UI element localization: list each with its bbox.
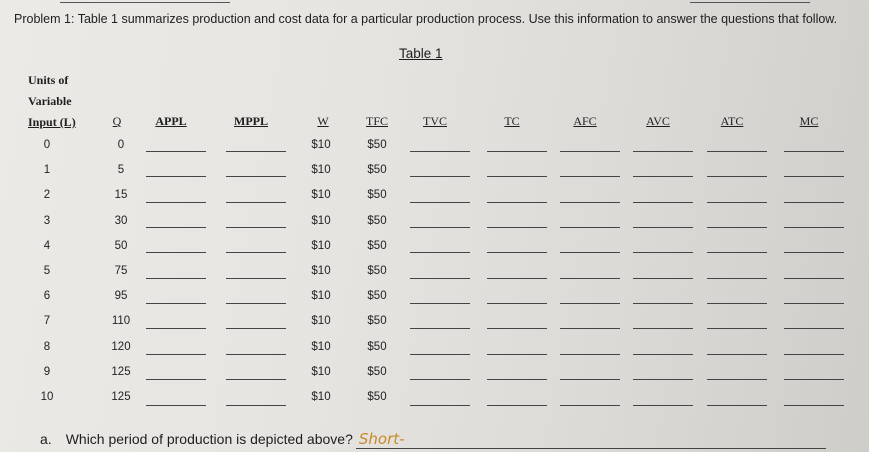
blank-avc[interactable] (633, 328, 693, 329)
cell-q: 120 (111, 340, 131, 353)
cell-input-l: 6 (43, 290, 51, 303)
blank-atc[interactable] (707, 227, 767, 228)
blank-tc[interactable] (487, 151, 547, 152)
blank-mppl[interactable] (226, 151, 286, 152)
question-letter: a. (40, 431, 52, 447)
column-header-afc: AFC (573, 114, 597, 128)
blank-mppl[interactable] (226, 354, 286, 355)
blank-tvc[interactable] (410, 176, 470, 177)
blank-atc[interactable] (707, 278, 767, 279)
blank-atc[interactable] (707, 405, 767, 406)
blank-mppl[interactable] (226, 278, 286, 279)
blank-mc[interactable] (784, 278, 844, 279)
blank-afc[interactable] (560, 252, 620, 253)
cell-q: 125 (111, 365, 131, 378)
cell-tfc: $50 (367, 315, 387, 328)
blank-mc[interactable] (784, 354, 844, 355)
blank-atc[interactable] (707, 303, 767, 304)
column-header-mppl: MPPL (234, 114, 268, 128)
blank-tc[interactable] (487, 328, 547, 329)
blank-afc[interactable] (560, 354, 620, 355)
header-input-l: Input (L) (28, 115, 76, 129)
blank-appl[interactable] (146, 252, 206, 253)
blank-tc[interactable] (487, 278, 547, 279)
blank-afc[interactable] (560, 379, 620, 380)
cell-w: $10 (311, 365, 331, 378)
answer-line (356, 448, 826, 449)
column-header-appl: APPL (155, 114, 187, 128)
blank-afc[interactable] (560, 328, 620, 329)
cell-q: 30 (114, 214, 128, 227)
blank-atc[interactable] (707, 176, 767, 177)
question-a (40, 430, 405, 448)
blank-tc[interactable] (487, 227, 547, 228)
blank-appl[interactable] (146, 151, 206, 152)
blank-avc[interactable] (633, 176, 693, 177)
cell-tfc: $50 (367, 391, 387, 403)
cell-q: 5 (117, 164, 125, 177)
cell-tfc: $50 (367, 214, 387, 227)
cell-tfc: $50 (367, 139, 387, 151)
blank-mc[interactable] (784, 303, 844, 304)
cell-w: $10 (311, 265, 331, 277)
blank-atc[interactable] (707, 151, 767, 152)
blank-tc[interactable] (487, 405, 547, 406)
cell-q: 0 (117, 139, 125, 151)
cell-tfc: $50 (367, 239, 387, 252)
blank-avc[interactable] (633, 379, 693, 380)
blank-mppl[interactable] (226, 303, 286, 304)
cell-w: $10 (311, 164, 331, 177)
cell-q: 50 (114, 239, 128, 252)
blank-afc[interactable] (560, 405, 620, 406)
cell-tfc: $50 (367, 340, 387, 353)
blank-mc[interactable] (784, 151, 844, 152)
blank-tvc[interactable] (410, 252, 470, 253)
top-rule-right (690, 2, 810, 3)
blank-atc[interactable] (707, 354, 767, 355)
cell-q: 95 (114, 290, 128, 303)
blank-afc[interactable] (560, 151, 620, 152)
cell-tfc: $50 (367, 365, 387, 378)
blank-appl[interactable] (146, 379, 206, 380)
header-units-of: Units of (28, 73, 69, 87)
blank-appl[interactable] (146, 278, 206, 279)
blank-tvc[interactable] (410, 328, 470, 329)
blank-avc[interactable] (633, 354, 693, 355)
blank-mppl[interactable] (226, 176, 286, 177)
blank-appl[interactable] (146, 176, 206, 177)
table-title: Table 1 (399, 46, 443, 61)
blank-tvc[interactable] (410, 379, 470, 380)
cell-input-l: 8 (43, 340, 51, 353)
blank-tvc[interactable] (410, 278, 470, 279)
cell-input-l: 1 (43, 164, 51, 177)
blank-mppl[interactable] (226, 252, 286, 253)
column-header-tc: TC (504, 114, 520, 128)
column-header-tfc: TFC (365, 114, 388, 128)
column-header-w: W (317, 114, 329, 128)
column-header-tvc: TVC (423, 114, 447, 128)
cell-input-l: 0 (43, 139, 51, 151)
blank-avc[interactable] (633, 252, 693, 253)
blank-atc[interactable] (707, 328, 767, 329)
blank-appl[interactable] (146, 227, 206, 228)
blank-tc[interactable] (487, 202, 547, 203)
handwritten-answer: Short- (358, 430, 405, 448)
cell-tfc: $50 (367, 189, 387, 202)
problem-statement: Problem 1: Table 1 summarizes production and cost data for a particular production process. Use this information to answer the questions that follow. (14, 12, 838, 26)
blank-avc[interactable] (633, 303, 693, 304)
column-header-avc: AVC (646, 114, 670, 128)
cell-tfc: $50 (367, 265, 387, 277)
cell-w: $10 (311, 290, 331, 303)
blank-afc[interactable] (560, 176, 620, 177)
cell-w: $10 (311, 315, 331, 328)
top-rule-left (60, 2, 230, 3)
blank-mc[interactable] (784, 405, 844, 406)
cell-q: 110 (111, 315, 131, 328)
blank-mc[interactable] (784, 176, 844, 177)
blank-mppl[interactable] (226, 328, 286, 329)
blank-mppl[interactable] (226, 405, 286, 406)
blank-avc[interactable] (633, 278, 693, 279)
blank-afc[interactable] (560, 278, 620, 279)
cell-q: 75 (114, 265, 128, 277)
cell-input-l: 2 (43, 189, 51, 202)
blank-mppl[interactable] (226, 202, 286, 203)
blank-tc[interactable] (487, 252, 547, 253)
blank-appl[interactable] (146, 303, 206, 304)
cell-input-l: 3 (43, 214, 51, 227)
blank-tc[interactable] (487, 354, 547, 355)
cell-w: $10 (311, 214, 331, 227)
blank-atc[interactable] (707, 202, 767, 203)
blank-avc[interactable] (633, 202, 693, 203)
cell-tfc: $50 (367, 164, 387, 177)
blank-mc[interactable] (784, 328, 844, 329)
blank-appl[interactable] (146, 405, 206, 406)
cell-input-l: 9 (43, 365, 51, 378)
blank-mc[interactable] (784, 202, 844, 203)
blank-mppl[interactable] (226, 227, 286, 228)
blank-tc[interactable] (487, 379, 547, 380)
blank-atc[interactable] (707, 379, 767, 380)
blank-avc[interactable] (633, 227, 693, 228)
column-header-q: Q (112, 114, 122, 128)
column-header-mc: MC (799, 114, 819, 128)
blank-tvc[interactable] (410, 202, 470, 203)
blank-tc[interactable] (487, 176, 547, 177)
header-variable: Variable (28, 94, 72, 108)
blank-appl[interactable] (146, 328, 206, 329)
blank-tc[interactable] (487, 303, 547, 304)
blank-atc[interactable] (707, 252, 767, 253)
blank-avc[interactable] (633, 151, 693, 152)
cell-input-l: 10 (40, 391, 54, 403)
cell-input-l: 4 (43, 239, 51, 252)
blank-appl[interactable] (146, 202, 206, 203)
blank-mc[interactable] (784, 227, 844, 228)
blank-appl[interactable] (146, 354, 206, 355)
cell-q: 125 (111, 391, 131, 403)
blank-afc[interactable] (560, 202, 620, 203)
blank-avc[interactable] (633, 405, 693, 406)
cell-w: $10 (311, 189, 331, 202)
cell-q: 15 (114, 189, 128, 202)
cell-tfc: $50 (367, 290, 387, 303)
blank-mppl[interactable] (226, 379, 286, 380)
blank-afc[interactable] (560, 227, 620, 228)
cell-w: $10 (311, 239, 331, 252)
blank-tvc[interactable] (410, 227, 470, 228)
blank-tvc[interactable] (410, 303, 470, 304)
cell-input-l: 7 (43, 315, 51, 328)
blank-afc[interactable] (560, 303, 620, 304)
cell-w: $10 (311, 340, 331, 353)
blank-tvc[interactable] (410, 354, 470, 355)
cell-w: $10 (311, 391, 331, 403)
blank-mc[interactable] (784, 252, 844, 253)
question-text: Which period of production is depicted above? (65, 431, 353, 447)
blank-mc[interactable] (784, 379, 844, 380)
blank-tvc[interactable] (410, 151, 470, 152)
cell-w: $10 (311, 139, 331, 151)
cell-input-l: 5 (43, 265, 51, 277)
column-header-atc: ATC (720, 114, 744, 128)
blank-tvc[interactable] (410, 405, 470, 406)
